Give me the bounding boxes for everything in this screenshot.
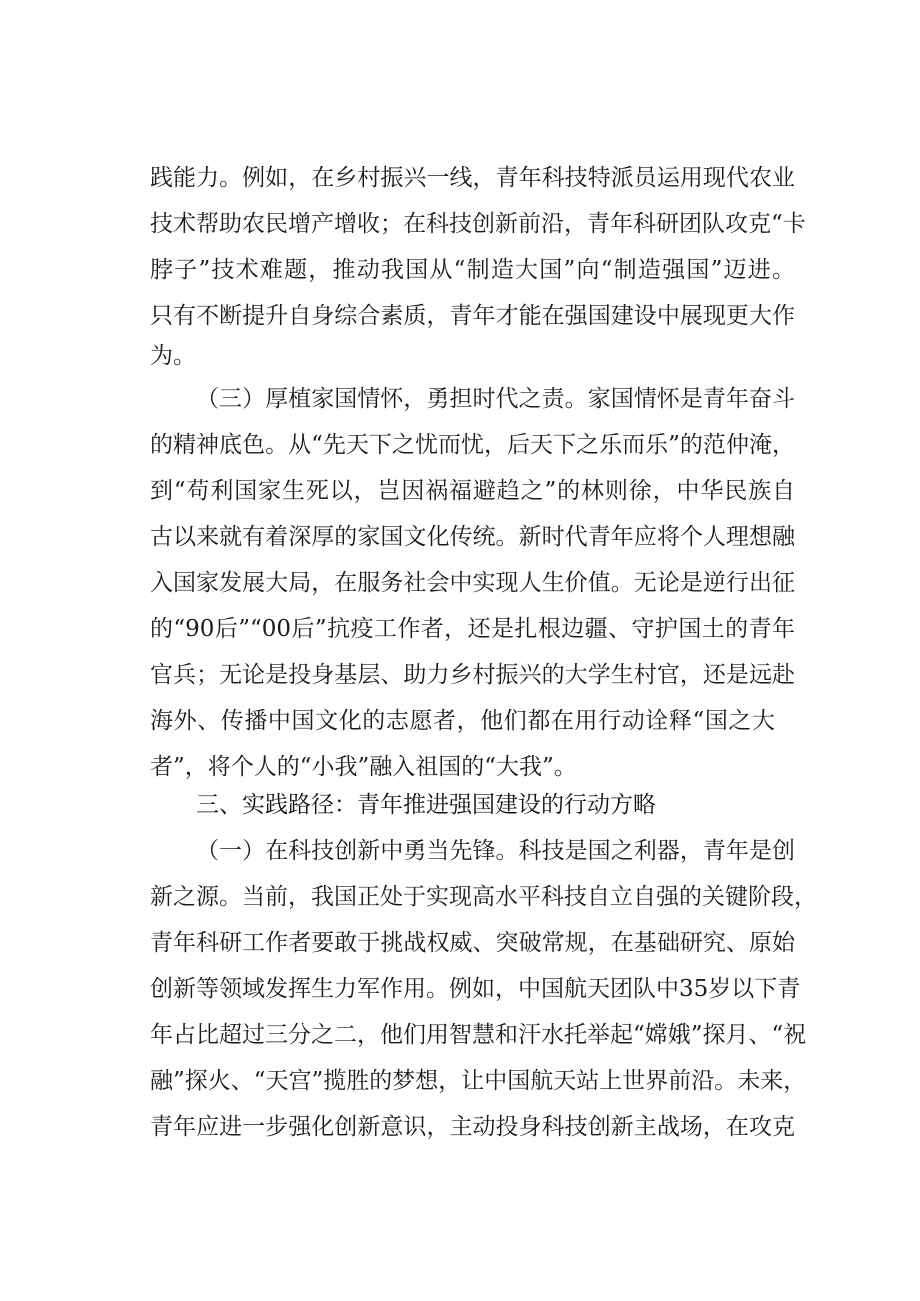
paragraph-line: 融”探火、“天宫”揽胜的梦想，让中国航天站上世界前沿。未来， xyxy=(150,1068,807,1094)
paragraph-line: （一）在科技创新中勇当先锋。科技是国之利器，青年是创 xyxy=(196,838,795,864)
paragraph-line: 者”，将个人的“小我”融入祖国的“大我”。 xyxy=(150,754,577,780)
paragraph-line: 新之源。当前，我国正处于实现高水平科技自立自强的关键阶段， xyxy=(150,884,817,910)
paragraph-line: 脖子”技术难题，推动我国从“制造大国”向“制造强国”迈进。 xyxy=(150,257,795,283)
paragraph-line: 海外、传播中国文化的志愿者，他们都在用行动诠释“国之大 xyxy=(150,708,775,734)
paragraph-line: 践能力。例如，在乡村振兴一线，青年科技特派员运用现代农业 xyxy=(150,165,795,191)
paragraph-line: 到“苟利国家生死以，岂因祸福避趋之”的林则徐，中华民族自 xyxy=(150,478,795,504)
paragraph-line: 入国家发展大局，在服务社会中实现人生价值。无论是逆行出征 xyxy=(150,570,795,596)
paragraph-line: 年占比超过三分之二，他们用智慧和汗水托举起“嫦娥”探月、“祝 xyxy=(150,1022,807,1048)
paragraph-line: （三）厚植家国情怀，勇担时代之责。家国情怀是青年奋斗 xyxy=(196,386,795,412)
paragraph-line: 青年应进一步强化创新意识，主动投身科技创新主战场，在攻克 xyxy=(150,1114,795,1140)
paragraph-line: 创新等领域发挥生力军作用。例如，中国航天团队中35岁以下青 xyxy=(150,976,801,1002)
paragraph-line: 只有不断提升自身综合素质，青年才能在强国建设中展现更大作 xyxy=(150,303,795,329)
paragraph-line: 古以来就有着深厚的家国文化传统。新时代青年应将个人理想融 xyxy=(150,524,795,550)
paragraph-line: 青年科研工作者要敢于挑战权威、突破常规，在基础研究、原始 xyxy=(150,930,795,956)
paragraph-line: 官兵；无论是投身基层、助力乡村振兴的大学生村官，还是远赴 xyxy=(150,662,795,688)
paragraph-line: 的“90后”“00后”抗疫工作者，还是扎根边疆、守护国土的青年 xyxy=(150,616,795,642)
paragraph-line: 的精神底色。从“先天下之忧而忧，后天下之乐而乐”的范仲淹， xyxy=(150,432,795,458)
section-heading: 三、实践路径：青年推进强国建设的行动方略 xyxy=(196,792,656,818)
paragraph-line: 为。 xyxy=(150,343,196,369)
paragraph-line: 技术帮助农民增产增收；在科技创新前沿，青年科研团队攻克“卡 xyxy=(150,211,806,237)
